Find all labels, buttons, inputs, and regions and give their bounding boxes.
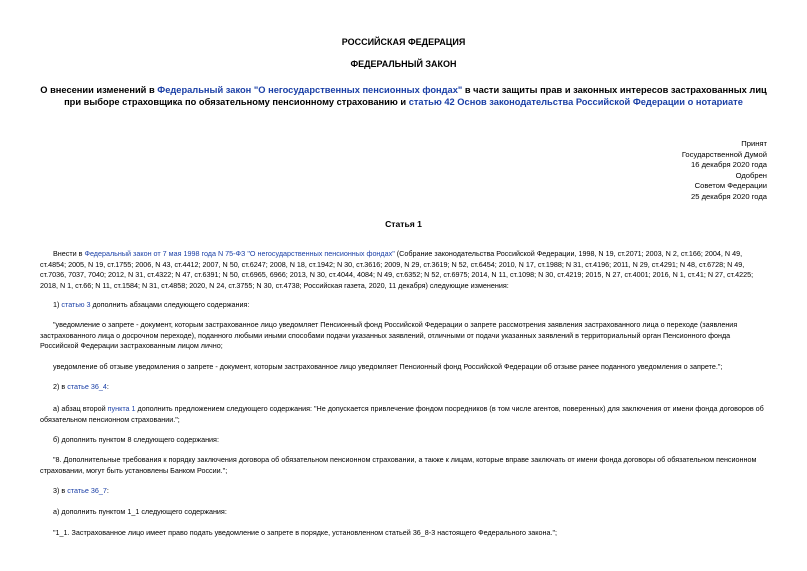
item-3-post: : <box>106 486 109 495</box>
adoption-line: 25 декабря 2020 года <box>691 191 767 201</box>
quote-1: "уведомление о запрете - документ, которым застрахованное лицо уведомляет Пенсионный фонд Российской Федерации о запрете рассмотрения заявления застрахованного лица о переходе (заявления застрахованного лица о досрочном переходе), поданного любыми иными способами подачи указанных заявлений, отличными от подачи указанных заявлений в территориальный орган Пенсионного фонда Российской Федерации застрахованным лицом лично; <box>40 320 738 350</box>
item-2a-pre: а) абзац второй <box>53 404 108 413</box>
intro-text-pre: Внести в <box>53 249 85 258</box>
title-text-2: в части защиты прав и законных интересов застрахованных лиц при выборе страховщика по обязательному пенсионному страхованию и <box>64 85 767 107</box>
item-2-link[interactable]: статье 36_4 <box>67 382 107 391</box>
country-heading: РОССИЙСКАЯ ФЕДЕРАЦИЯ <box>341 37 466 47</box>
item-1-post: дополнить абзацами следующего содержания: <box>90 300 250 309</box>
title-link-notary[interactable]: статью 42 Основ законодательства Российской Федерации о нотариате <box>408 97 743 107</box>
adoption-line: Советом Федерации <box>694 181 767 190</box>
item-2a-link[interactable]: пункта 1 <box>107 404 136 413</box>
adoption-line: Одобрен <box>735 170 767 180</box>
item-1-pre: 1) <box>53 300 62 309</box>
adoption-line: Принят <box>741 139 767 148</box>
law-title <box>40 84 767 108</box>
item-3-pre: 3) в <box>53 486 68 495</box>
item-3a: а) дополнить пунктом 1_1 следующего содержания: <box>53 507 227 516</box>
law-type-heading: ФЕДЕРАЛЬНЫЙ ЗАКОН <box>350 59 457 69</box>
quote-4: "1_1. Застрахованное лицо имеет право подать уведомление о запрете в порядке, установленном статьей 36_8-3 настоящего Федерального закона."; <box>53 528 558 537</box>
intro-text-post: (Собрание законодательства Российской Федерации, 1998, N 19, ст.2071; 2003, N 2, ст.166; 2004, N 49, ст.4854; 2005, N 19, ст.1755; 2006, N 43, ст.4412; 2007, N 50, ст.6247; 2008, N 18, ст.1942; N 30, ст.3616; 2009, N 29, ст.3619; N 52, ст.6454; 2010, N 17, ст.1988; N 31, ст.4196; 2011, N 29, ст.4291; N 48, ст.6728; N 49, ст.7036, 7037, 7040; 2012, N 31, ст.4322; N 47, ст.6391; N 50, ст.6965, 6966; 2013, N 30, ст.4044, 4084; N 49, ст.6352; N 52, ст.6975; 2014, N 11, ст.1098; N 30, ст.4219; 2015, N 27, ст.4001; 2016, N 1, ст.41; N 27, ст.4225; 2018, N 1, ст.66; N 11, ст.1584; N 31, ст.4858; 2020, N 24, ст.3755; N 30, ст.4738; Российская газета, 2020, 11 декабря) следующие изменения: <box>40 249 754 290</box>
item-1 <box>40 300 767 311</box>
item-1-link[interactable]: статью 3 <box>61 300 91 309</box>
item-2-pre: 2) в <box>53 382 68 391</box>
item-3-link[interactable]: статье 36_7 <box>67 486 107 495</box>
item-2a <box>40 404 767 425</box>
intro-link[interactable]: Федеральный закон от 7 мая 1998 года N 75-ФЗ "О негосударственных пенсионных фондах" <box>84 249 395 258</box>
quote-2: уведомление об отзыве уведомления о запрете - документ, которым застрахованное лицо уведомляет Пенсионный фонд Российской Федерации об отзыве ранее поданного уведомления о запрете."; <box>53 362 723 371</box>
article-heading: Статья 1 <box>385 219 422 229</box>
item-2 <box>40 382 767 393</box>
item-3 <box>40 486 767 497</box>
title-link-law[interactable]: Федеральный закон "О негосударственных пенсионных фондах" <box>157 85 463 95</box>
intro-paragraph <box>40 249 767 291</box>
title-text-1: О внесении изменений в <box>40 85 158 95</box>
quote-3: "8. Дополнительные требования к порядку заключения договора об обязательном пенсионном страховании, а также к лицам, которые вправе заключать от имени фонда договоры об обязательном пенсионном страховании, могут быть установлены Банком России."; <box>40 455 757 475</box>
adoption-line: 16 декабря 2020 года <box>691 160 767 169</box>
adoption-block <box>682 139 767 202</box>
item-2a-post: дополнить предложением следующего содержания: "Не допускается привлечение фондом посредников (в том числе агентов, поверенных) для заключения от имени фонда договоров об обязательном пенсионном страховании."; <box>40 404 764 424</box>
item-2b: б) дополнить пунктом 8 следующего содержания: <box>53 435 219 444</box>
item-2-post: : <box>106 382 109 391</box>
adoption-line: Государственной Думой <box>681 149 767 159</box>
